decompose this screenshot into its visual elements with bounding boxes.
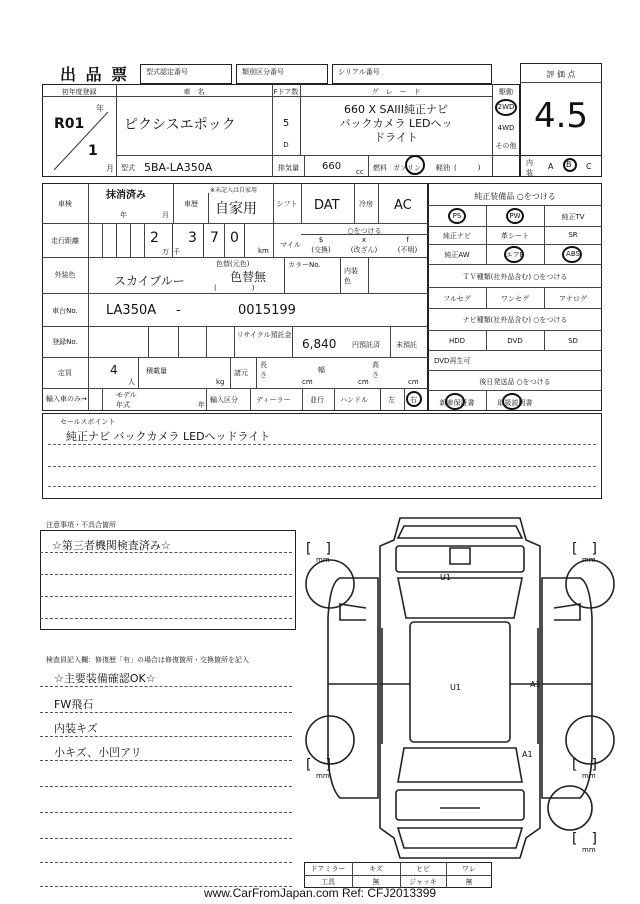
import-dealer: ディーラー: [256, 396, 291, 404]
car-name-label: 車 名: [183, 88, 205, 96]
equip-airbag-circle: [504, 246, 524, 263]
equip-abs-circle: [562, 246, 582, 263]
length-cm: cm: [302, 378, 313, 386]
displacement-value: 660: [322, 161, 342, 172]
recycle-paid: 円預託済: [352, 341, 380, 349]
interior-grade-label: 内装: [526, 159, 533, 177]
drive-other: その他: [495, 142, 517, 150]
legend-door-mirror: ドアミラー: [310, 865, 346, 873]
mile-label: マイル: [280, 241, 301, 249]
history-label: 車歴: [184, 200, 198, 208]
inspection-year: 年: [120, 211, 127, 219]
mileage-label: 走行距離: [51, 237, 79, 245]
doors-suffix: D: [283, 141, 289, 149]
notes-label: 注意事項・不具合箇所: [46, 521, 116, 529]
legend-crack: ヒビ: [416, 865, 430, 873]
eval-score: 4.5: [533, 96, 589, 136]
car-name: ピクシスエポック: [124, 117, 236, 133]
equip-pw: PW: [509, 212, 521, 220]
damage-u1-roof: U1: [450, 683, 461, 692]
sales-point-text: 純正ナビ バックカメラ LEDヘッドライト: [66, 430, 271, 443]
legend-jack-none: 無: [465, 878, 473, 886]
tv-analog: アナログ: [559, 295, 587, 303]
import-class-label: 輸入区分: [210, 396, 238, 404]
chassis-prefix: LA350A: [106, 303, 157, 318]
capacity-value: 4: [110, 363, 118, 377]
repaint-label: 色替(元色): [216, 260, 250, 268]
tread-mm-spare: mm: [582, 846, 596, 854]
equip-leather: 革シート: [501, 232, 529, 240]
recycle-unpaid: 未預託: [396, 341, 417, 349]
ac-label: 冷房: [359, 200, 373, 208]
legend-scratch: キズ: [369, 865, 383, 873]
equip-sr: SR: [568, 231, 578, 239]
handle-label: ハンドル: [340, 396, 368, 404]
doors-value: 5: [282, 118, 290, 129]
equip-airbag: エアB: [505, 251, 525, 259]
length-label: 長さ: [260, 361, 267, 379]
odo-modified: (改ざん): [350, 246, 378, 254]
mileage-digit-2: 7: [210, 230, 219, 246]
history-note: ※未記入は自家用: [210, 187, 258, 194]
mileage-km: km: [258, 247, 269, 255]
equip-abs: ABS: [566, 250, 580, 258]
equipment-title: 純正装備品 ○をつける: [474, 192, 556, 201]
ac-value: AC: [394, 198, 412, 213]
tread-mm-fl: mm: [316, 556, 330, 564]
grade-line3: ドライト: [374, 131, 418, 144]
equip-pw-circle: [506, 208, 524, 224]
inspection-label: 車検: [58, 200, 72, 208]
drive-label: 駆動: [499, 88, 513, 96]
tread-bracket-spare: [ ]: [572, 831, 597, 847]
sheet-title: 出 品 票: [60, 65, 130, 84]
import-year: 年: [198, 401, 205, 409]
notes-line1: ☆第三者機関検査済み☆: [52, 539, 171, 552]
displacement-label: 排気量: [278, 164, 299, 172]
dim-label: 諸元: [234, 369, 248, 377]
later-warranty: 新車保証書: [439, 399, 475, 407]
odo-mark-label: ○をつける: [347, 227, 382, 235]
class-label: 類別区分番号: [242, 68, 284, 76]
first-reg-label: 初年度登録: [61, 88, 97, 96]
first-reg-era: R01: [54, 116, 85, 132]
navi-dvd: DVD: [507, 337, 523, 345]
first-reg-month: 1: [88, 143, 98, 159]
model-code-label: 型式: [121, 164, 135, 172]
fuel-paren: ( ): [454, 164, 481, 172]
inspector-line1: ☆主要装備確認OK☆: [54, 672, 156, 685]
shift-value: DAT: [314, 198, 340, 213]
shift-label: シフト: [276, 200, 298, 208]
tread-bracket-rl: [ ]: [306, 757, 331, 773]
fuel-gasoline: ガソリン: [393, 164, 421, 172]
repaint-value: 色替無: [230, 270, 267, 284]
equip-tv: 純正TV: [561, 213, 585, 221]
inspector-line4: 小キズ、小凹アリ: [54, 746, 142, 759]
footer-watermark: www.CarFromJapan.com Ref: CFJ2013399: [203, 886, 437, 900]
eval-label: 評 価 点: [546, 70, 576, 79]
interior-grade-c: C: [586, 162, 592, 171]
tv-fullseg: フルセグ: [443, 295, 471, 303]
equip-aw: 純正AW: [444, 251, 470, 259]
width-cm: cm: [358, 378, 369, 386]
later-manual-circle: [502, 393, 522, 410]
tread-bracket-rr: [ ]: [572, 757, 597, 773]
exterior-color-label: 外装色: [54, 271, 76, 279]
legend-tool-none: 無: [372, 878, 380, 886]
navi-type-title: ナビ種類(社外品含む) ○をつける: [462, 316, 568, 324]
tread-mm-rl: mm: [316, 772, 330, 780]
serial-label: シリアル番号: [338, 68, 380, 76]
reg-diagonal: [50, 108, 112, 174]
reg-no-label: 登録No.: [52, 338, 78, 346]
later-title: 後日発送品 ○をつける: [479, 378, 551, 386]
legend-tool: 工具: [321, 878, 335, 886]
displacement-cc: cc: [356, 168, 364, 176]
height-label: 高さ: [372, 361, 379, 379]
inspection-value: 抹消済み: [106, 190, 146, 201]
recycle-label: リサイクル預託金: [236, 331, 292, 339]
navi-dvd-play: DVD再生可: [434, 357, 471, 365]
load-kg: kg: [216, 378, 225, 386]
grade-line1: 660 X SAIII純正ナビ: [344, 103, 448, 116]
mileage-man-label: 万: [162, 248, 169, 256]
import-label: 輸入車のみ→: [46, 395, 87, 403]
damage-a1-rear: A1: [522, 750, 533, 759]
model-year-label: モデル年式: [116, 391, 137, 409]
first-reg-year-label: 年: [96, 104, 104, 113]
handle-left: 左: [388, 396, 395, 404]
tread-mm-rr: mm: [582, 772, 596, 780]
tread-bracket-fr: [ ]: [572, 541, 597, 557]
odo-sym-3: f: [406, 236, 409, 244]
interior-grade-box: [520, 155, 602, 177]
damage-u1-front: U1: [440, 573, 451, 582]
interior-grade-a: A: [548, 162, 554, 171]
mileage-digit-1: 3: [188, 230, 197, 246]
fuel-light: 軽油: [436, 164, 450, 172]
grade-line2: バックカメラ LEDヘッ: [339, 117, 453, 130]
odo-sym-1: $: [318, 236, 324, 244]
load-label: 積載量: [146, 367, 167, 375]
grade-label: グ レ ー ド: [371, 88, 421, 96]
chassis-dash: -: [176, 303, 181, 318]
repaint-paren: ( ): [214, 284, 255, 292]
doors-label: Fドア数: [273, 88, 299, 96]
width-label: 幅: [318, 366, 325, 374]
drive-2wd: 2WD: [497, 103, 515, 111]
chassis-label: 車台No.: [52, 307, 78, 315]
equip-ps: PS: [452, 212, 462, 220]
tread-bracket-fl: [ ]: [306, 541, 331, 557]
mileage-thou-label: 千: [173, 248, 180, 256]
fuel-label: 燃料: [373, 164, 387, 172]
equip-navi: 純正ナビ: [443, 232, 471, 240]
model-code: 5BA-LA350A: [144, 161, 213, 174]
height-cm: cm: [408, 378, 419, 386]
legend-jack: ジャッキ: [409, 878, 437, 886]
fuel-gas-circle: [405, 155, 425, 175]
inspector-line2: FW飛石: [54, 698, 94, 711]
later-manual: 取扱説明書: [497, 399, 533, 407]
mileage-digit-3: 0: [230, 230, 239, 246]
recycle-value: 6,840: [302, 337, 337, 351]
tread-mm-fr: mm: [582, 556, 596, 564]
navi-hdd: HDD: [448, 337, 466, 345]
odo-exchange: (交換): [311, 246, 331, 254]
import-parallel: 並行: [310, 396, 324, 404]
inspector-label: 検査員記入欄：修復歴「有」の場合は修復箇所・交換箇所を記入: [46, 656, 249, 664]
history-value: 自家用: [215, 201, 257, 217]
odo-sym-2: x: [361, 236, 367, 244]
later-warranty-circle: [445, 393, 465, 410]
drive-4wd: 4WD: [497, 124, 515, 132]
odo-unknown: (不明): [397, 246, 418, 254]
tv-oneseg: ワンセグ: [501, 295, 529, 303]
exterior-color: スカイブルー: [114, 274, 185, 288]
color-no-label: カラーNo.: [288, 261, 321, 269]
capacity-label: 定員: [58, 369, 72, 377]
capacity-unit: 人: [128, 378, 135, 386]
handle-right: 右: [410, 396, 417, 404]
interior-color-label: 内装色: [344, 267, 358, 285]
sales-point-label: セールスポイント: [60, 418, 116, 426]
chassis-number: 0015199: [238, 303, 296, 318]
tv-type-title: ＴＶ種類(社外品含む) ○をつける: [462, 273, 568, 281]
model-cert-label: 型式認定番号: [146, 68, 188, 76]
mileage-man: 2: [150, 230, 159, 246]
damage-a1-side: A1: [530, 680, 541, 689]
navi-sd: SD: [568, 337, 578, 345]
inspector-line3: 内装キズ: [54, 722, 98, 735]
legend-warp: ワレ: [462, 865, 476, 873]
equip-ps-circle: [448, 208, 466, 224]
inspection-month: 月: [162, 211, 169, 219]
first-reg-month-label: 月: [106, 164, 114, 173]
interior-grade-b: B: [566, 160, 572, 169]
